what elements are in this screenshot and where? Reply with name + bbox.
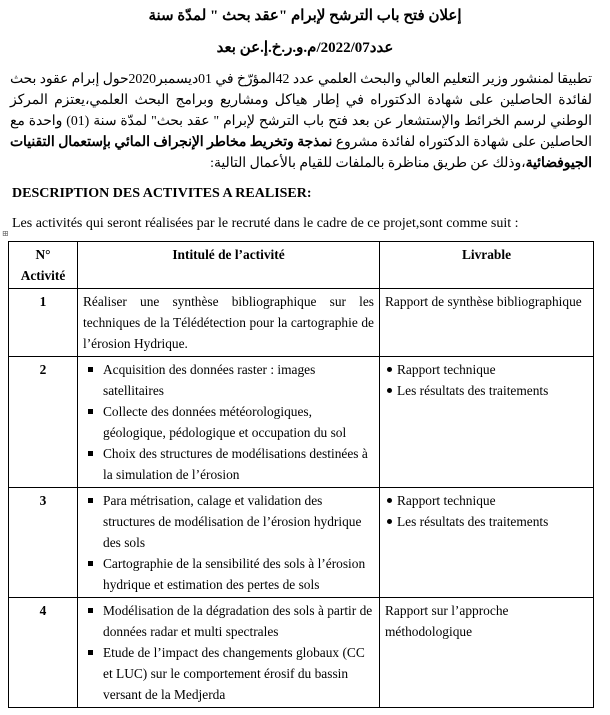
table-row <box>9 357 594 488</box>
activity-item: Modélisation de la dégradation des sols à partir de données radar et multi spectrales <box>83 600 374 642</box>
activity-list-cell <box>78 598 380 708</box>
activity-item: Etude de l’impact des changements globaux (CC et LUC) sur le comportement érosif du bassin versant de la Medjerda <box>83 642 374 705</box>
deliverable-item: Rapport technique <box>385 490 588 511</box>
activity-item: Cartographie de la sensibilité des sols à l’érosion hydrique et estimation des pertes de sols <box>83 553 374 595</box>
table-row <box>9 289 594 357</box>
activity-item: Choix des structures de modélisations destinées à la simulation de l’érosion <box>83 443 374 485</box>
activity-item: Para métrisation, calage et validation des structures de modélisation de l’érosion hydrique des sols <box>83 490 374 553</box>
table-move-handle-icon[interactable]: ⊞ <box>2 229 9 238</box>
activity-description: Réaliser une synthèse bibliographique sur les techniques de la Télédétection pour la cartographie de l’érosion Hydrique. <box>78 289 380 357</box>
table-header-row <box>9 242 594 289</box>
activity-list <box>83 490 374 595</box>
activity-number: 4 <box>9 598 78 708</box>
activity-list-cell <box>78 357 380 488</box>
section-title: DESCRIPTION DES ACTIVITES A REALISER: <box>12 186 312 201</box>
activity-item: Collecte des données météorologiques, géologique, pédologique et occupation du sol <box>83 401 374 443</box>
deliverable-item: Les résultats des traitements <box>385 511 588 532</box>
header-deliverable: Livrable <box>380 242 594 289</box>
activity-list <box>83 359 374 485</box>
intro-text-end: ،وذلك عن طريق مناظرة بالملفات للقيام بالأعمال التالية: <box>210 155 526 170</box>
deliverable: Rapport de synthèse bibliographique <box>380 289 594 357</box>
activity-number: 3 <box>9 488 78 598</box>
header-num: N° Activité <box>9 242 78 289</box>
deliverable-item: Rapport technique <box>385 359 588 380</box>
intro-paragraph <box>10 68 592 173</box>
deliverable-list-cell <box>380 357 594 488</box>
activity-list <box>83 600 374 705</box>
deliverable-list <box>385 359 588 401</box>
deliverable-list <box>385 490 588 532</box>
project-name: نمذجة وتخريط مخاطر الإنجراف المائي بإستعمال التقنيات الجيوفضائية <box>10 134 592 170</box>
activity-item: Acquisition des données raster : images satellitaires <box>83 359 374 401</box>
activities-table <box>8 241 594 708</box>
announcement-title: إعلان فتح باب الترشح لإبرام "عقد بحث " لمدّة سنة <box>148 8 462 24</box>
activity-number: 2 <box>9 357 78 488</box>
table-row <box>9 598 594 708</box>
table-row <box>9 488 594 598</box>
announcement-reference: عدد2022/07/م.و.ر.خ.إ.عن بعد <box>216 40 394 56</box>
deliverable-item: Les résultats des traitements <box>385 380 588 401</box>
activity-number: 1 <box>9 289 78 357</box>
deliverable-list-cell <box>380 488 594 598</box>
section-intro: Les activités qui seront réalisées par le recruté dans le cadre de ce projet,sont comme suit : <box>12 216 519 231</box>
header-activity: Intitulé de l’activité <box>78 242 380 289</box>
deliverable: Rapport sur l’approche méthodologique <box>380 598 594 708</box>
activity-list-cell <box>78 488 380 598</box>
intro-text: تطبيقا لمنشور وزير التعليم العالي والبحث العلمي عدد 42المؤرّخ في 01ديسمبر2020حول إبرام عقود بحث لفائدة الحاصلين على شهادة الدكتوراه في إطار هياكل ومشاريع وبرامج البحث العلمي،يعتزم المركز الوطني لرسم الخرائط والإستشعار عن بعد فتح باب الترشح لإبرام " عقد بحث" لمدّة سنة (01) واحدة مع الحاصلين على شهادة الدكتوراه لفائدة مشروع <box>10 71 593 149</box>
